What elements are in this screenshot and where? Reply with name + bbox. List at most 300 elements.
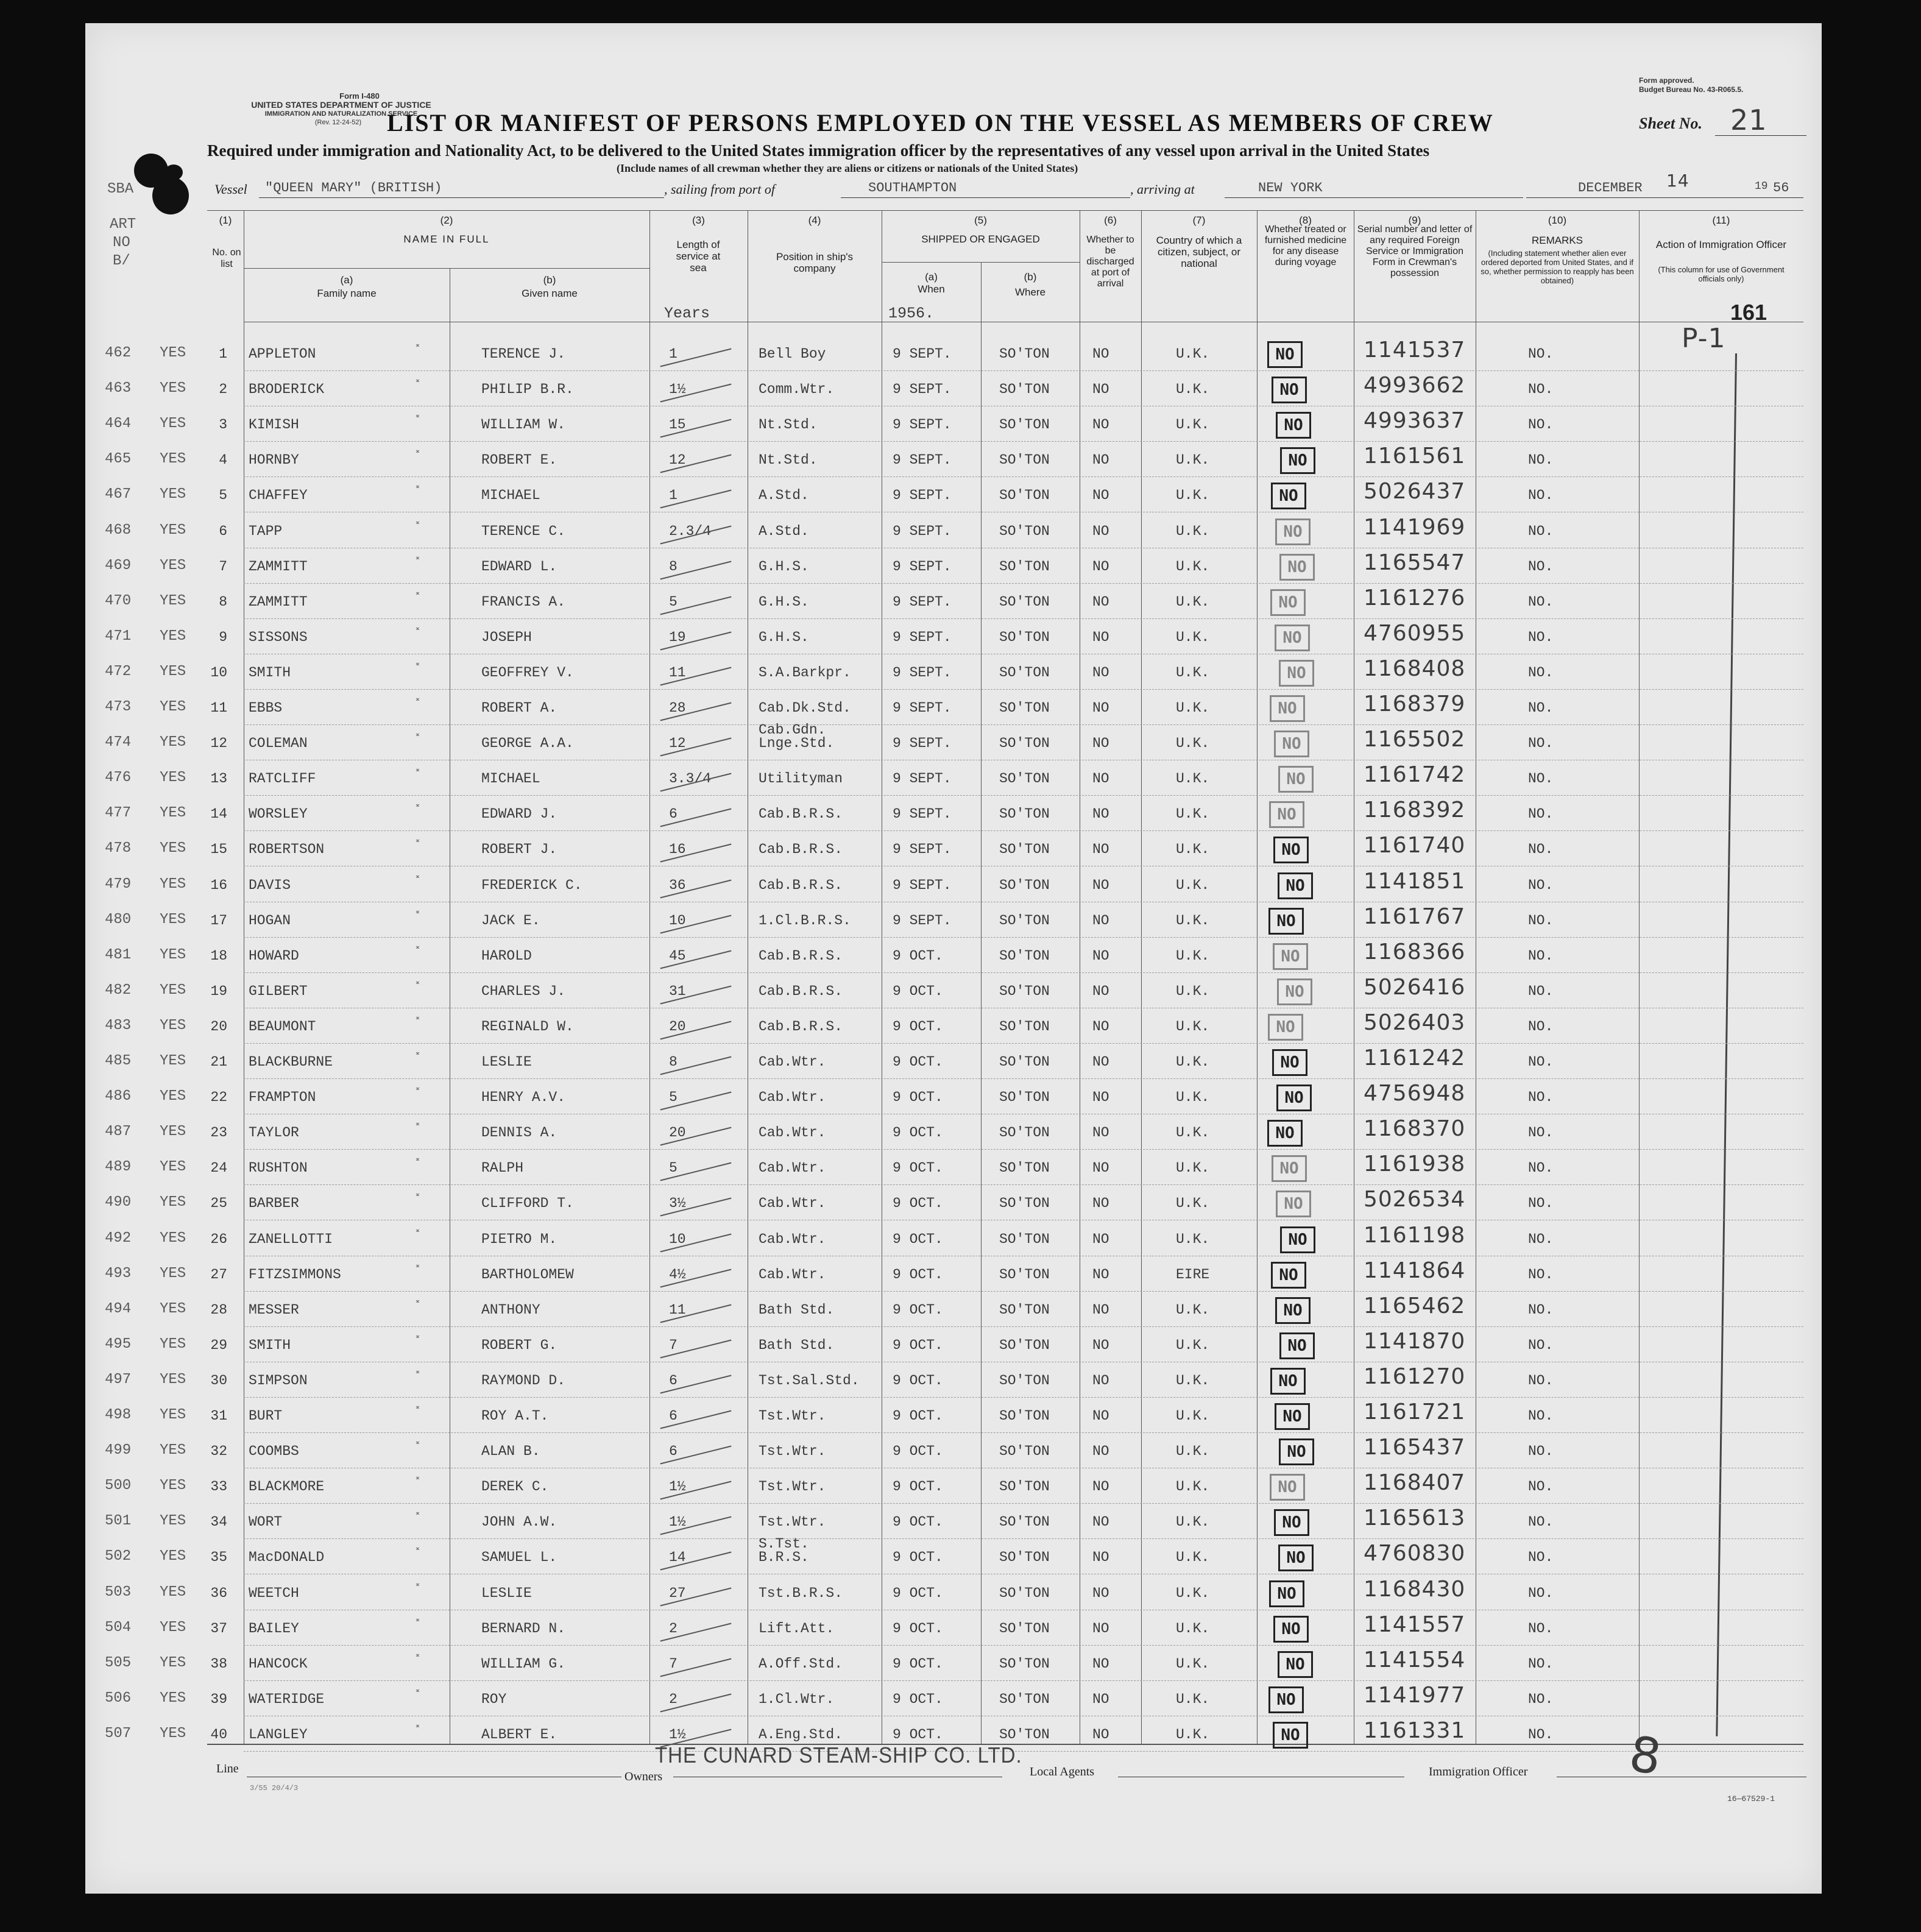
discharge-flag: NO xyxy=(1092,452,1109,469)
discharge-flag: NO xyxy=(1092,1195,1109,1212)
port-underline xyxy=(841,197,1130,198)
discharge-flag: NO xyxy=(1092,1125,1109,1141)
shipped-where: SO'TON xyxy=(999,1054,1050,1070)
given-name: ROBERT E. xyxy=(481,452,557,469)
medicine-stamp: NO xyxy=(1270,1474,1305,1501)
row-list-number: 9 xyxy=(219,629,227,645)
medicine-stamp: NO xyxy=(1280,1226,1315,1253)
row-rule xyxy=(244,1043,1803,1044)
family-name: BAILEY xyxy=(249,1620,299,1637)
service-length: 2 xyxy=(669,1691,677,1707)
check-tick-icon: ˟ xyxy=(414,662,421,678)
row-list-number: 2 xyxy=(219,381,227,398)
shipped-when: 9 OCT. xyxy=(893,1443,943,1460)
row-art-mark: YES xyxy=(160,522,186,539)
medicine-stamp: NO xyxy=(1267,341,1303,368)
row-rule xyxy=(244,795,1803,796)
check-tick-icon: ˟ xyxy=(414,1052,421,1067)
row-margin-number: 502 xyxy=(105,1548,132,1565)
discharge-flag: NO xyxy=(1092,1514,1109,1530)
remarks: NO. xyxy=(1528,1089,1554,1106)
remarks: NO. xyxy=(1528,1160,1554,1177)
position: A.Std. xyxy=(759,487,809,504)
family-name: WORT xyxy=(249,1514,283,1530)
row-list-number: 38 xyxy=(210,1655,227,1672)
discharge-flag: NO xyxy=(1092,1160,1109,1177)
shipped-where: SO'TON xyxy=(999,700,1050,716)
shipped-subheader-line xyxy=(882,262,1080,263)
position: Cab.Wtr. xyxy=(759,1231,826,1247)
col-line xyxy=(649,210,650,1744)
col2b-number: (b) xyxy=(543,274,556,286)
years-label: Years xyxy=(664,305,710,322)
family-name: FRAMPTON xyxy=(249,1089,316,1106)
col9-number: (9) xyxy=(1408,214,1421,226)
check-tick-icon: ˟ xyxy=(414,768,421,784)
shipped-when: 9 OCT. xyxy=(893,947,943,964)
row-list-number: 3 xyxy=(219,417,227,433)
citizenship: U.K. xyxy=(1176,381,1210,398)
ink-blot xyxy=(165,165,183,180)
citizenship: U.K. xyxy=(1176,877,1210,893)
family-name: FITZSIMMONS xyxy=(249,1266,341,1283)
serial-number: 1161242 xyxy=(1364,1046,1466,1070)
discharge-flag: NO xyxy=(1092,771,1109,787)
position: Cab.B.R.S. xyxy=(759,1018,843,1035)
check-tick-icon: ˟ xyxy=(414,520,421,536)
position: Tst.Sal.Std. xyxy=(759,1372,860,1389)
medicine-stamp: NO xyxy=(1274,1509,1309,1536)
given-name: ROBERT G. xyxy=(481,1337,557,1353)
row-rule xyxy=(244,1326,1803,1327)
service-length: 8 xyxy=(669,1054,677,1070)
row-list-number: 1 xyxy=(219,346,227,362)
serial-number: 1141851 xyxy=(1364,868,1466,894)
discharge-flag: NO xyxy=(1092,1018,1109,1035)
position: Cab.B.R.S. xyxy=(759,841,843,858)
shipped-where: SO'TON xyxy=(999,771,1050,787)
medicine-stamp: NO xyxy=(1275,1403,1310,1430)
row-rule xyxy=(244,1078,1803,1079)
col10-header: REMARKS xyxy=(1531,235,1583,246)
row-list-number: 26 xyxy=(210,1231,227,1247)
row-margin-number: 504 xyxy=(105,1619,132,1636)
medicine-stamp: NO xyxy=(1276,1085,1312,1111)
position: A.Off.Std. xyxy=(759,1655,843,1672)
row-art-mark: YES xyxy=(160,1194,186,1211)
check-tick-icon: ˟ xyxy=(414,874,421,890)
remarks: NO. xyxy=(1528,735,1554,752)
serial-number: 1165502 xyxy=(1364,727,1466,752)
shipped-where: SO'TON xyxy=(999,1089,1050,1106)
family-name: APPLETON xyxy=(249,346,316,362)
row-margin-number: 506 xyxy=(105,1690,132,1707)
shipped-when: 9 OCT. xyxy=(893,1125,943,1141)
remarks: NO. xyxy=(1528,417,1554,433)
family-name: TAPP xyxy=(249,523,283,539)
row-margin-number: 472 xyxy=(105,663,132,680)
citizenship: U.K. xyxy=(1176,593,1210,610)
shipped-when: 9 SEPT. xyxy=(893,912,952,929)
citizenship: U.K. xyxy=(1176,735,1210,752)
serial-number: 1165613 xyxy=(1364,1506,1466,1531)
family-name: MacDONALD xyxy=(249,1549,325,1566)
serial-number: 1141864 xyxy=(1364,1258,1466,1283)
check-tick-icon: ˟ xyxy=(414,804,421,819)
shipped-where: SO'TON xyxy=(999,1408,1050,1424)
discharge-flag: NO xyxy=(1092,487,1109,504)
citizenship: U.K. xyxy=(1176,1549,1210,1566)
remarks: NO. xyxy=(1528,1054,1554,1070)
citizenship: U.K. xyxy=(1176,1479,1210,1495)
col6-header: Whether to be discharged at port of arrival xyxy=(1086,235,1134,289)
serial-number: 1141554 xyxy=(1364,1647,1466,1672)
shipped-where: SO'TON xyxy=(999,1514,1050,1530)
family-name: SMITH xyxy=(249,664,291,681)
col-line xyxy=(1141,210,1142,1744)
row-art-mark: YES xyxy=(160,557,186,574)
position: Cab.Wtr. xyxy=(759,1089,826,1106)
serial-number: 1161742 xyxy=(1364,762,1466,788)
col11-header: Action of Immigration Officer xyxy=(1655,239,1787,250)
row-margin-number: 478 xyxy=(105,840,132,857)
shipped-where: SO'TON xyxy=(999,1479,1050,1495)
medicine-stamp: NO xyxy=(1273,1616,1309,1643)
position: A.Eng.Std. xyxy=(759,1726,843,1743)
discharge-flag: NO xyxy=(1092,1585,1109,1601)
given-name: GEORGE A.A. xyxy=(481,735,574,752)
citizenship: U.K. xyxy=(1176,983,1210,999)
col4-number: (4) xyxy=(808,214,821,226)
shipped-when: 9 OCT. xyxy=(893,1195,943,1212)
medicine-stamp: NO xyxy=(1268,1014,1303,1041)
given-name: WILLIAM G. xyxy=(481,1655,566,1672)
remarks: NO. xyxy=(1528,1549,1554,1566)
shipped-where: SO'TON xyxy=(999,735,1050,752)
position: Cab.Wtr. xyxy=(759,1054,826,1070)
serial-number: 1161721 xyxy=(1364,1399,1466,1424)
position: Bath Std. xyxy=(759,1301,835,1318)
shipped-when: 9 SEPT. xyxy=(893,841,952,858)
given-name: WILLIAM W. xyxy=(481,417,566,433)
service-length: 16 xyxy=(669,841,686,858)
shipped-where: SO'TON xyxy=(999,487,1050,504)
given-name: ALAN B. xyxy=(481,1443,540,1460)
serial-number: 1161938 xyxy=(1364,1152,1466,1177)
citizenship: U.K. xyxy=(1176,1195,1210,1212)
arrival-year: 56 xyxy=(1773,180,1789,196)
medicine-stamp: NO xyxy=(1278,872,1313,899)
arrival-month: DECEMBER xyxy=(1578,180,1643,196)
margin-no: NO xyxy=(113,235,130,251)
discharge-flag: NO xyxy=(1092,1301,1109,1318)
row-margin-number: 494 xyxy=(105,1300,132,1317)
discharge-flag: NO xyxy=(1092,558,1109,575)
discharge-flag: NO xyxy=(1092,381,1109,398)
family-name: KIMISH xyxy=(249,417,299,433)
shipped-where: SO'TON xyxy=(999,1195,1050,1212)
shipped-when: 9 OCT. xyxy=(893,1514,943,1530)
discharge-flag: NO xyxy=(1092,735,1109,752)
row-list-number: 5 xyxy=(219,487,227,504)
shipped-when: 9 SEPT. xyxy=(893,381,952,398)
remarks: NO. xyxy=(1528,806,1554,823)
discharge-flag: NO xyxy=(1092,983,1109,999)
family-name: SISSONS xyxy=(249,629,308,645)
service-length: 12 xyxy=(669,452,686,469)
row-art-mark: YES xyxy=(160,1477,186,1495)
col-line xyxy=(1257,210,1258,1744)
row-art-mark: YES xyxy=(160,1442,186,1459)
shipped-where: SO'TON xyxy=(999,983,1050,999)
shipped-when: 9 SEPT. xyxy=(893,417,952,433)
service-length: 11 xyxy=(669,1301,686,1318)
remarks: NO. xyxy=(1528,1585,1554,1601)
family-name: HOWARD xyxy=(249,947,299,964)
destination: NEW YORK xyxy=(1258,180,1323,196)
service-length: 20 xyxy=(669,1018,686,1035)
col10-note: (Including statement whether alien ever ordered deported from United States, and if so, whether permission to reapply has been obtained) xyxy=(1481,249,1634,285)
family-name: RUSHTON xyxy=(249,1160,308,1177)
shipped-where: SO'TON xyxy=(999,912,1050,929)
row-list-number: 30 xyxy=(210,1372,227,1389)
check-tick-icon: ˟ xyxy=(414,1122,421,1138)
citizenship: U.K. xyxy=(1176,1514,1210,1530)
arrival-year-prefix: 19 xyxy=(1755,180,1768,193)
row-rule xyxy=(244,476,1803,477)
row-rule xyxy=(244,972,1803,973)
row-list-number: 13 xyxy=(210,771,227,787)
row-margin-number: 473 xyxy=(105,699,132,715)
remarks: NO. xyxy=(1528,1231,1554,1247)
remarks: NO. xyxy=(1528,1655,1554,1672)
discharge-flag: NO xyxy=(1092,1408,1109,1424)
serial-number: 5026534 xyxy=(1364,1187,1466,1212)
service-length: 1½ xyxy=(669,1514,686,1530)
remarks: NO. xyxy=(1528,629,1554,645)
medicine-stamp: NO xyxy=(1275,518,1311,545)
medicine-stamp: NO xyxy=(1268,1686,1304,1713)
discharge-flag: NO xyxy=(1092,700,1109,716)
family-name: COOMBS xyxy=(249,1443,299,1460)
row-rule xyxy=(244,1503,1803,1504)
sheet-total: 161 xyxy=(1730,300,1767,325)
shipped-when: 9 SEPT. xyxy=(893,558,952,575)
row-art-mark: YES xyxy=(160,1088,186,1105)
serial-number: 5026416 xyxy=(1364,974,1466,1000)
row-list-number: 8 xyxy=(219,593,227,610)
citizenship: U.K. xyxy=(1176,452,1210,469)
medicine-stamp: NO xyxy=(1276,1191,1311,1217)
citizenship: U.K. xyxy=(1176,1125,1210,1141)
shipped-when: 9 OCT. xyxy=(893,1585,943,1601)
given-name: GEOFFREY V. xyxy=(481,664,574,681)
shipped-when: 9 OCT. xyxy=(893,1479,943,1495)
check-tick-icon: ˟ xyxy=(414,556,421,571)
position: Cab.B.R.S. xyxy=(759,877,843,893)
row-margin-number: 487 xyxy=(105,1123,132,1141)
service-length: 7 xyxy=(669,1337,677,1353)
row-margin-number: 462 xyxy=(105,345,132,361)
row-art-mark: YES xyxy=(160,982,186,999)
row-art-mark: YES xyxy=(160,628,186,645)
given-name: FRANCIS A. xyxy=(481,593,566,610)
medicine-stamp: NO xyxy=(1279,1332,1315,1359)
family-name: GILBERT xyxy=(249,983,308,999)
remarks: NO. xyxy=(1528,1479,1554,1495)
family-name: MESSER xyxy=(249,1301,299,1318)
given-name: PIETRO M. xyxy=(481,1231,557,1247)
citizenship: U.K. xyxy=(1176,806,1210,823)
medicine-stamp: NO xyxy=(1273,837,1309,863)
row-list-number: 33 xyxy=(210,1479,227,1495)
citizenship: U.K. xyxy=(1176,912,1210,929)
shipped-when: 9 OCT. xyxy=(893,1726,943,1743)
discharge-flag: NO xyxy=(1092,1266,1109,1283)
check-tick-icon: ˟ xyxy=(414,698,421,713)
shipped-when: 9 OCT. xyxy=(893,1655,943,1672)
row-art-mark: YES xyxy=(160,1654,186,1671)
budget-bureau: Budget Bureau No. 43-R065.5. xyxy=(1639,85,1744,94)
discharge-flag: NO xyxy=(1092,1726,1109,1743)
check-tick-icon: ˟ xyxy=(414,1370,421,1385)
given-name: EDWARD J. xyxy=(481,806,557,823)
row-rule xyxy=(244,937,1803,938)
row-margin-number: 507 xyxy=(105,1725,132,1742)
remarks: NO. xyxy=(1528,593,1554,610)
remarks: NO. xyxy=(1528,771,1554,787)
given-name: LESLIE xyxy=(481,1054,532,1070)
row-list-number: 40 xyxy=(210,1726,227,1743)
service-length: 27 xyxy=(669,1585,686,1601)
given-name: DEREK C. xyxy=(481,1479,549,1495)
shipped-when: 9 OCT. xyxy=(893,1691,943,1707)
shipped-when: 9 OCT. xyxy=(893,1160,943,1177)
owners-label: Owners xyxy=(624,1770,663,1783)
shipped-when: 9 OCT. xyxy=(893,1054,943,1070)
shipped-when: 9 SEPT. xyxy=(893,877,952,893)
department: UNITED STATES DEPARTMENT OF JUSTICE xyxy=(251,100,431,110)
row-art-mark: YES xyxy=(160,734,186,751)
remarks: NO. xyxy=(1528,1514,1554,1530)
given-name: CHARLES J. xyxy=(481,983,566,999)
form-approved: Form approved. xyxy=(1639,76,1694,85)
col5a-number: (a) xyxy=(925,271,938,283)
row-margin-number: 492 xyxy=(105,1230,132,1247)
remarks: NO. xyxy=(1528,558,1554,575)
medicine-stamp: NO xyxy=(1274,731,1309,757)
print-code: 3/55 20/4/3 xyxy=(250,1784,299,1792)
position: Bath Std. xyxy=(759,1337,835,1353)
row-list-number: 20 xyxy=(210,1018,227,1035)
shipped-when: 9 OCT. xyxy=(893,1372,943,1389)
check-tick-icon: ˟ xyxy=(414,591,421,607)
shipped-where: SO'TON xyxy=(999,381,1050,398)
shipped-when: 9 OCT. xyxy=(893,1018,943,1035)
row-rule xyxy=(244,724,1803,725)
position: 1.Cl.B.R.S. xyxy=(759,912,851,929)
medicine-stamp: NO xyxy=(1270,1368,1306,1395)
family-name: BRODERICK xyxy=(249,381,325,398)
discharge-flag: NO xyxy=(1092,1620,1109,1637)
check-tick-icon: ˟ xyxy=(414,485,421,501)
given-name: REGINALD W. xyxy=(481,1018,574,1035)
given-name: DENNIS A. xyxy=(481,1125,557,1141)
given-name: JOHN A.W. xyxy=(481,1514,557,1530)
shipped-when: 9 SEPT. xyxy=(893,487,952,504)
serial-number: 4993662 xyxy=(1364,373,1466,398)
citizenship: U.K. xyxy=(1176,1726,1210,1743)
service-length: 2.3/4 xyxy=(669,523,712,539)
discharge-flag: NO xyxy=(1092,1337,1109,1353)
row-margin-number: 499 xyxy=(105,1442,132,1459)
row-rule xyxy=(244,1397,1803,1398)
row-list-number: 32 xyxy=(210,1443,227,1460)
position: Cab.B.R.S. xyxy=(759,947,843,964)
col7-header: Country of which a citizen, subject, or national xyxy=(1156,235,1242,269)
given-name: PHILIP B.R. xyxy=(481,381,574,398)
check-tick-icon: ˟ xyxy=(414,344,421,359)
citizenship: U.K. xyxy=(1176,1054,1210,1070)
serial-number: 1165437 xyxy=(1364,1435,1466,1460)
manifest-sheet xyxy=(85,23,1822,1894)
row-list-number: 4 xyxy=(219,452,227,469)
given-name: EDWARD L. xyxy=(481,558,557,575)
given-name: HAROLD xyxy=(481,947,532,964)
row-art-mark: YES xyxy=(160,1053,186,1069)
family-name: EBBS xyxy=(249,700,283,716)
family-name: WATERIDGE xyxy=(249,1691,325,1707)
position: Tst.Wtr. xyxy=(759,1408,826,1424)
remarks: NO. xyxy=(1528,1408,1554,1424)
service-length: 11 xyxy=(669,664,686,681)
given-name: BERNARD N. xyxy=(481,1620,566,1637)
position: Tst.Wtr. xyxy=(759,1514,826,1530)
citizenship: U.K. xyxy=(1176,1337,1210,1353)
row-list-number: 7 xyxy=(219,558,227,575)
row-list-number: 28 xyxy=(210,1301,227,1318)
citizenship: U.K. xyxy=(1176,1089,1210,1106)
family-name: HORNBY xyxy=(249,452,299,469)
col2-number: (2) xyxy=(440,214,453,226)
check-tick-icon: ˟ xyxy=(414,1158,421,1173)
row-list-number: 19 xyxy=(210,983,227,999)
medicine-stamp: NO xyxy=(1272,1155,1307,1182)
shipped-when: 9 SEPT. xyxy=(893,452,952,469)
owners-value: THE CUNARD STEAM-SHIP CO. LTD. xyxy=(655,1743,1022,1767)
family-name: SMITH xyxy=(249,1337,291,1353)
given-name: ANTHONY xyxy=(481,1301,540,1318)
serial-number: 1168430 xyxy=(1364,1576,1466,1602)
serial-number: 1168379 xyxy=(1364,692,1466,717)
shipped-where: SO'TON xyxy=(999,1231,1050,1247)
row-list-number: 6 xyxy=(219,523,227,539)
row-margin-number: 497 xyxy=(105,1371,132,1388)
col11-number: (11) xyxy=(1712,214,1730,226)
citizenship: U.K. xyxy=(1176,487,1210,504)
shipped-when: 9 SEPT. xyxy=(893,523,952,539)
line-label: Line xyxy=(216,1762,239,1775)
shipped-when: 9 OCT. xyxy=(893,1337,943,1353)
row-margin-number: 503 xyxy=(105,1583,132,1601)
serial-number: 1141870 xyxy=(1364,1328,1466,1354)
service-length: 45 xyxy=(669,947,686,964)
position: Tst.B.R.S. xyxy=(759,1585,843,1601)
officer-label: Immigration Officer xyxy=(1429,1765,1528,1778)
check-tick-icon: ˟ xyxy=(414,839,421,855)
remarks: NO. xyxy=(1528,912,1554,929)
row-margin-number: 464 xyxy=(105,416,132,433)
